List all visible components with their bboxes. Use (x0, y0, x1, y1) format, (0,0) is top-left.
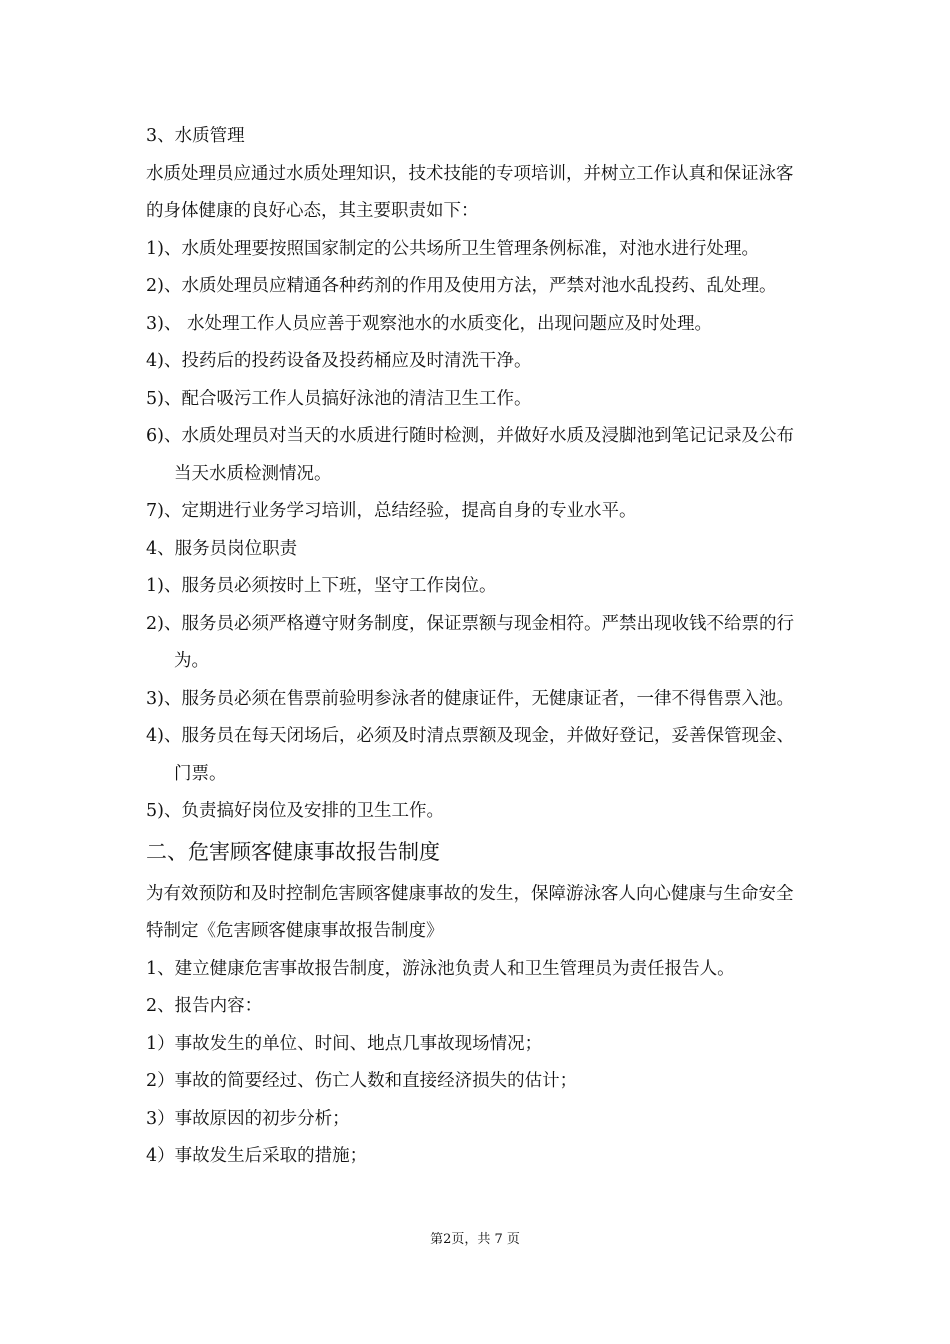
section3-item-1: 1)、水质处理要按照国家制定的公共场所卫生管理条例标准，对池水进行处理。 (146, 238, 759, 259)
section4-title: 4、服务员岗位职责 (146, 538, 298, 559)
section3-intro: 水质处理员应通过水质处理知识，技术技能的专项培训，并树立工作认真和保证泳客的身体健康的良好心态，其主要职责如下： (146, 163, 794, 221)
section3-item-4: 4)、投药后的投药设备及投药桶应及时清洗干净。 (146, 351, 532, 371)
section3-item-3: 3)、 水处理工作人员应善于观察池水的水质变化，出现问题应及时处理。 (146, 313, 713, 334)
part2-intro: 为有效预防和及时控制危害顾客健康事故的发生，保障游泳客人向心健康与生命安全特制定《危害顾客健康事故报告制度》 (146, 883, 794, 941)
section4-item-1: 1)、服务员必须按时上下班，坚守工作岗位。 (146, 576, 497, 596)
part2-subitem-2: 2）事故的简要经过、伤亡人数和直接经济损失的估计； (146, 1071, 578, 1091)
page-number: 第2页，共 7 页 (430, 1232, 520, 1247)
part2-subitem-3: 3）事故原因的初步分析； (146, 1108, 350, 1129)
section4-item-3: 3)、服务员必须在售票前验明参泳者的健康证件，无健康证者，一律不得售票入池。 (146, 688, 794, 709)
part2-item-1: 1、建立健康危害事故报告制度，游泳池负责人和卫生管理员为责任报告人。 (146, 958, 735, 979)
section3-item-5: 5)、配合吸污工作人员搞好泳池的清洁卫生工作。 (146, 388, 532, 409)
part2-subitem-1: 1）事故发生的单位、时间、地点几事故现场情况； (146, 1033, 543, 1054)
section4-item-4: 4)、服务员在每天闭场后，必须及时清点票额及现金，并做好登记，妥善保管现金、门票。 (146, 726, 794, 784)
section3-title: 3、水质管理 (146, 126, 245, 146)
section3-item-7: 7)、定期进行业务学习培训，总结经验，提高自身的专业水平。 (146, 501, 637, 521)
part2-heading: 二、危害顾客健康事故报告制度 (146, 839, 440, 864)
section4-item-2: 2)、服务员必须严格遵守财务制度，保证票额与现金相符。严禁出现收钱不给票的行为。 (146, 613, 794, 671)
section3-item-2: 2)、水质处理员应精通各种药剂的作用及使用方法，严禁对池水乱投药、乱处理。 (146, 276, 777, 296)
part2-item-2: 2、报告内容： (146, 996, 263, 1016)
part2-subitem-4: 4）事故发生后采取的措施； (146, 1146, 368, 1166)
section4-item-5: 5)、负责搞好岗位及安排的卫生工作。 (146, 801, 444, 821)
section3-item-6: 6)、水质处理员对当天的水质进行随时检测，并做好水质及浸脚池到笔记记录及公布当天水质检测情况。 (146, 426, 794, 484)
